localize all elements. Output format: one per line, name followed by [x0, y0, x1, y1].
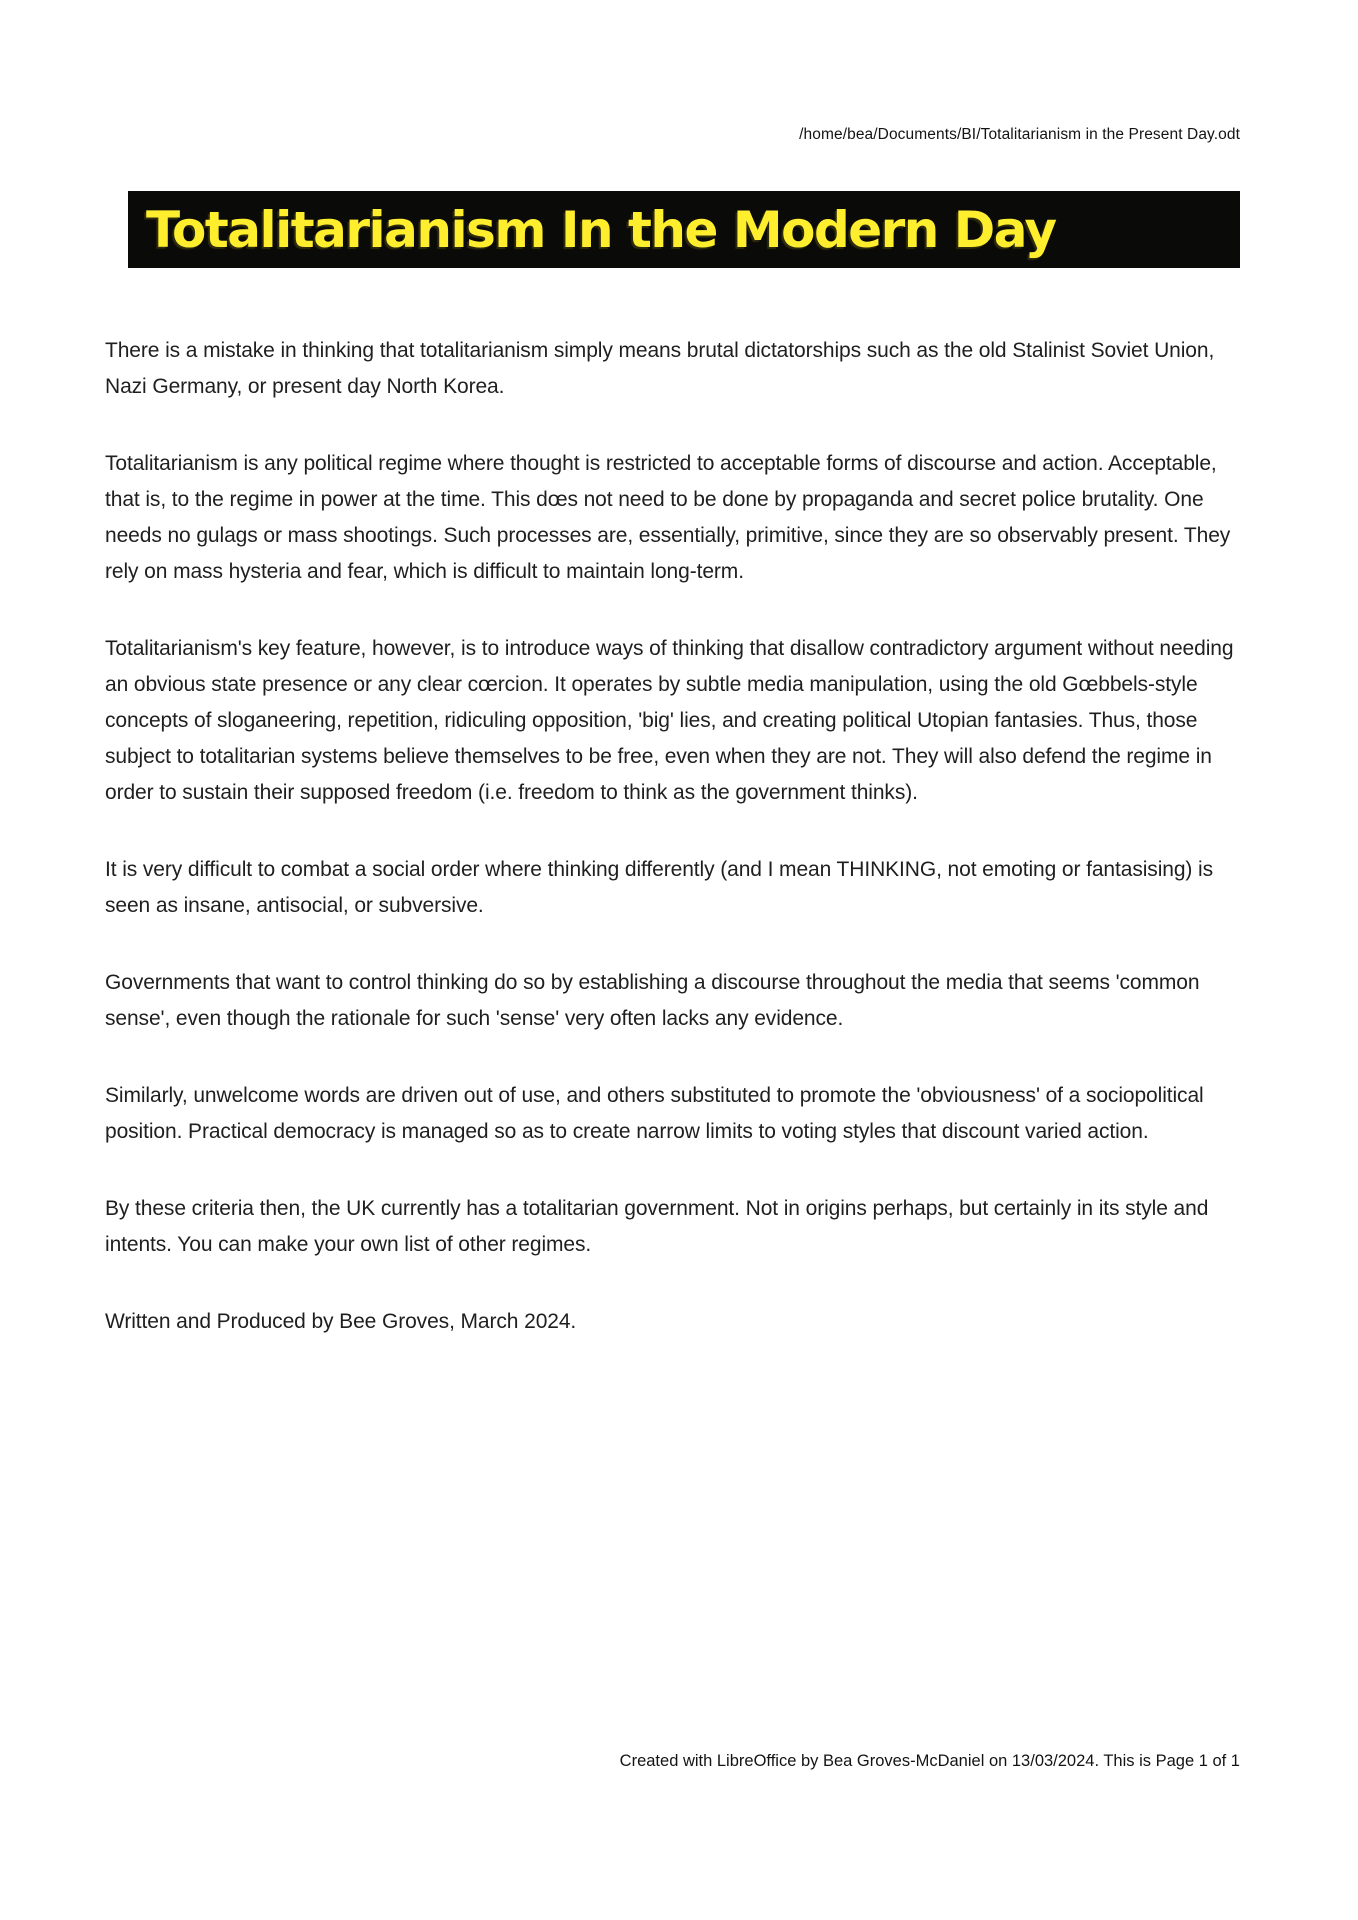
footer-credit: Created with LibreOffice by Bea Groves-McDaniel on 13/03/2024. This is Page 1 of 1: [619, 1752, 1240, 1770]
paragraph-governments: Governments that want to control thinking do so by establishing a discourse throughout the media that seems 'common sense', even though the rationale for such 'sense' very often lacks any evidence.: [105, 971, 1200, 1030]
paragraph-words: Similarly, unwelcome words are driven out of use, and others substituted to promote the 'obviousness' of a sociopolitical position. Practical democracy is managed so as to create narrow limits to voting styles that discount varied action.: [105, 1084, 1204, 1143]
paragraph-definition: Totalitarianism is any political regime where thought is restricted to acceptable forms of discourse and action. Acceptable, that is, to the regime in power at the time. This dœs not need to be done by propaganda and secret police brutality. One needs no gulags or mass shootings. Such processes are, essentially, primitive, since they are so observably present. They rely on mass hysteria and fear, which is difficult to maintain long-term.: [105, 452, 1231, 583]
paragraph-difficulty: It is very difficult to combat a social order where thinking differently (and I mean THINKING, not emoting or fantasising) is seen as insane, antisocial, or subversive.: [105, 858, 1214, 917]
file-path-header: /home/bea/Documents/BI/Totalitarianism in the Present Day.odt: [799, 126, 1240, 143]
paragraph-uk: By these criteria then, the UK currently has a totalitarian government. Not in origins perhaps, but certainly in its style and intents. You can make your own list of other regimes.: [105, 1197, 1209, 1256]
title-banner: [128, 191, 1240, 268]
paragraph-byline: Written and Produced by Bee Groves, March 2024.: [105, 1310, 577, 1333]
document-body: [105, 333, 1240, 1381]
paragraph-intro: There is a mistake in thinking that totalitarianism simply means brutal dictatorships such as the old Stalinist Soviet Union, Nazi Germany, or present day North Korea.: [105, 339, 1215, 398]
paragraph-key-feature: Totalitarianism's key feature, however, is to introduce ways of thinking that disallow contradictory argument without needing an obvious state presence or any clear cœrcion. It operates by subtle media manipulation, using the old Gœbbels-style concepts of sloganeering, repetition, ridiculing opposition, 'big' lies, and creating political Utopian fantasies. Thus, those subject to totalitarian systems believe themselves to be free, even when they are not. They will also defend the regime in order to sustain their supposed freedom (i.e. freedom to think as the government thinks).: [105, 637, 1234, 804]
document-title: Totalitarianism In the Modern Day: [146, 200, 1056, 259]
